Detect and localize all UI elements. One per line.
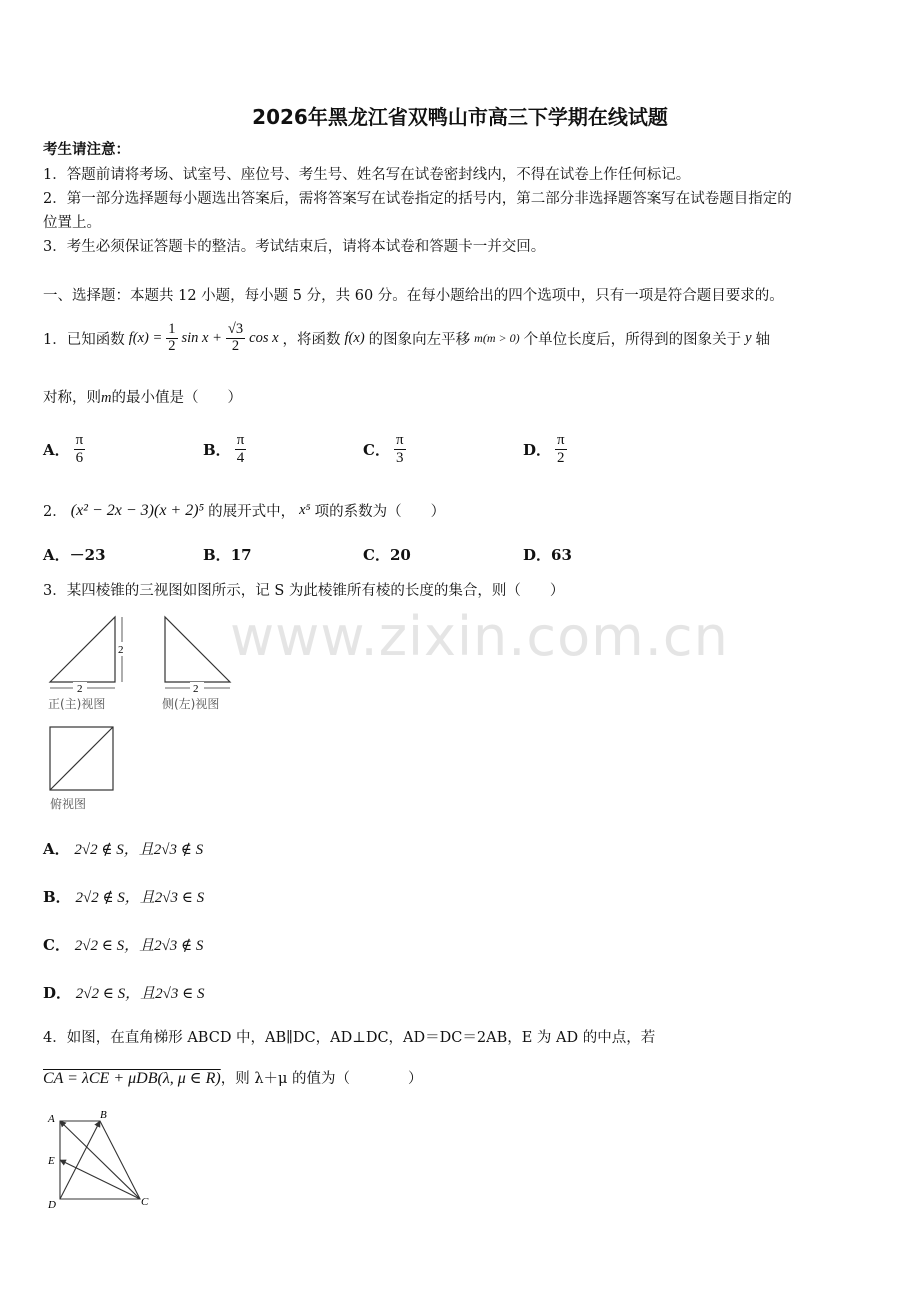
notice-item-2: 2．第一部分选择题每小题选出答案后，需将答案写在试卷指定的括号内，第二部分非选择题答案写在试卷题目指定的	[43, 191, 792, 207]
three-view-figure	[40, 612, 250, 812]
q4-end: ，则 λ＋μ 的值为（ ）	[220, 1071, 423, 1087]
watermark: www.zixin.com.cn	[230, 605, 729, 668]
question-2	[43, 500, 445, 521]
q1-frac2-den: 2	[231, 337, 240, 354]
q1-option-a-label: A．	[43, 440, 70, 459]
q1-frac1-num: 1	[168, 321, 176, 337]
q2-option-c-value: 20	[389, 546, 411, 564]
q1-option-d-frac	[555, 432, 567, 466]
q1-option-b-num: π	[236, 432, 245, 448]
q3-option-b-label: B．	[43, 888, 71, 906]
vector-ce	[60, 1160, 140, 1199]
q1-frac1-den: 2	[168, 337, 176, 354]
q1-option-a-num: π	[75, 432, 84, 448]
q2-option-b-value: 17	[230, 546, 252, 564]
front-view-triangle	[50, 617, 115, 682]
notice-heading: 考生请注意：	[43, 141, 130, 158]
q2-expr: (x² − 2x − 3)(x + 2)⁵	[70, 501, 205, 519]
q3-option-a-value: 2√2 ∉ S，且2√3 ∉ S	[74, 842, 204, 858]
notice-item-2-cont: 位置上。	[43, 215, 101, 231]
q2-option-a[interactable]	[43, 544, 203, 565]
q1-frac2	[226, 322, 245, 355]
q1-sin: sin x +	[181, 329, 222, 346]
top-view-diagonal	[50, 727, 113, 790]
q1-frac1	[166, 322, 177, 355]
q1-y: y	[745, 329, 752, 346]
q3-option-c-value: 2√2 ∈ S，且2√3 ∉ S	[74, 938, 204, 954]
q3-option-b-value: 2√2 ∉ S，且2√3 ∈ S	[75, 890, 205, 906]
q1-option-c-num: π	[395, 432, 404, 448]
q3-option-d-value: 2√2 ∈ S，且2√3 ∈ S	[75, 986, 205, 1002]
q1-option-d[interactable]	[523, 432, 683, 466]
q1-func: f(x) =	[128, 329, 163, 346]
vector-db	[60, 1121, 100, 1199]
q3-option-d[interactable]	[43, 982, 204, 1003]
q2-option-d[interactable]	[523, 544, 683, 565]
q1-option-c[interactable]	[363, 432, 523, 466]
q3-option-b[interactable]	[43, 886, 204, 907]
q3-option-a-label: A．	[43, 840, 70, 858]
section-heading: 一、选择题：本题共 12 小题，每小题 5 分，共 60 分。在每小题给出的四个选项中，只有一项是符合题目要求的。	[43, 288, 784, 304]
q1-mid: ，将函数	[282, 331, 341, 348]
q3-option-d-label: D．	[43, 984, 72, 1002]
q1-m: m(m > 0)	[474, 330, 520, 345]
trapezoid-figure	[40, 1104, 160, 1214]
notice-item-1: 1．答题前请将考场、试室号、座位号、考生号、姓名写在试卷密封线内，不得在试卷上作任何标记。	[43, 167, 691, 183]
q1-option-a[interactable]	[43, 432, 203, 466]
q1-option-b-frac	[235, 432, 247, 466]
q2-mid: 的展开式中，	[208, 504, 296, 520]
q1-mid2: 的图象向左平移	[368, 331, 471, 348]
q4-expr: CA = λCE + μDB(λ, μ ∈ R)	[43, 1070, 221, 1087]
point-d-label: D	[48, 1199, 56, 1211]
notice-item-3: 3．考生必须保证答题卡的整洁。考试结束后，请将本试卷和答题卡一并交回。	[43, 239, 546, 255]
q1-option-d-label: D．	[523, 440, 552, 459]
front-view	[50, 617, 128, 694]
q3-option-c-label: C．	[43, 936, 70, 954]
q2-option-a-label: A．	[43, 546, 70, 564]
q1-frac2-num: √3	[227, 321, 244, 337]
q2-x5: x⁵	[299, 502, 311, 518]
side-view-label: 侧(左)视图	[162, 697, 220, 711]
q1-option-b-den: 4	[236, 449, 245, 466]
q1-cos: cos x	[249, 329, 279, 346]
q1-option-a-frac	[74, 432, 86, 466]
top-view-label: 俯视图	[50, 797, 87, 811]
point-c-label: C	[141, 1196, 149, 1208]
q1-option-b[interactable]	[203, 432, 363, 466]
q1-options	[43, 432, 883, 466]
question-4: 4．如图，在直角梯形 ABCD 中，AB∥DC，AD⊥DC，AD＝DC＝2AB，E 为 AD 的中点，若	[43, 1030, 656, 1046]
q2-option-c-label: C．	[363, 546, 390, 564]
q2-option-d-label: D．	[523, 546, 552, 564]
q1-line2-end: 的最小值是（ ）	[111, 390, 242, 406]
point-a-label: A	[48, 1113, 55, 1125]
q2-option-d-value: 63	[551, 546, 572, 564]
q1-end: 轴	[755, 331, 771, 348]
q3-option-a[interactable]	[43, 838, 203, 859]
q2-end: 项的系数为（ ）	[314, 504, 446, 520]
q1-fx: f(x)	[344, 329, 365, 346]
q3-option-c[interactable]	[43, 934, 203, 955]
q2-option-b-label: B．	[203, 546, 231, 564]
q1-option-a-den: 6	[75, 449, 84, 466]
q2-option-c[interactable]	[363, 544, 523, 565]
question-4-line2	[43, 1067, 423, 1088]
front-view-label: 正(主)视图	[48, 697, 106, 711]
front-height-label: 2	[118, 644, 124, 656]
side-width-label: 2	[193, 683, 199, 695]
q1-m2: m	[101, 390, 112, 406]
q2-option-b[interactable]	[203, 544, 363, 565]
q1-option-c-den: 3	[395, 449, 404, 466]
q1-mid3: 个单位长度后，所得到的图象关于	[523, 331, 742, 348]
q1-option-c-label: C．	[363, 440, 390, 459]
side-view-triangle	[165, 617, 230, 682]
vector-ca	[60, 1121, 140, 1199]
question-1	[43, 322, 770, 355]
top-view	[50, 727, 113, 790]
q1-number: 1．已知函数	[43, 331, 125, 348]
q1-option-d-den: 2	[557, 449, 565, 466]
front-width-label: 2	[77, 683, 83, 695]
q1-line2-text: 对称，则	[43, 390, 101, 406]
q2-option-a-value: －23	[69, 546, 106, 564]
question-3: 3．某四棱锥的三视图如图所示，记 S 为此棱锥所有棱的长度的集合，则（ ）	[43, 583, 565, 599]
point-e-label: E	[48, 1155, 55, 1167]
q1-option-d-num: π	[557, 432, 565, 448]
q2-number: 2．	[43, 504, 67, 520]
question-1-line2	[43, 386, 242, 407]
point-b-label: B	[100, 1109, 107, 1121]
q1-option-b-label: B．	[203, 440, 231, 459]
page-title: 2026年黑龙江省双鸭山市高三下学期在线试题	[252, 105, 668, 129]
q2-options	[43, 544, 883, 565]
q1-option-c-frac	[394, 432, 406, 466]
